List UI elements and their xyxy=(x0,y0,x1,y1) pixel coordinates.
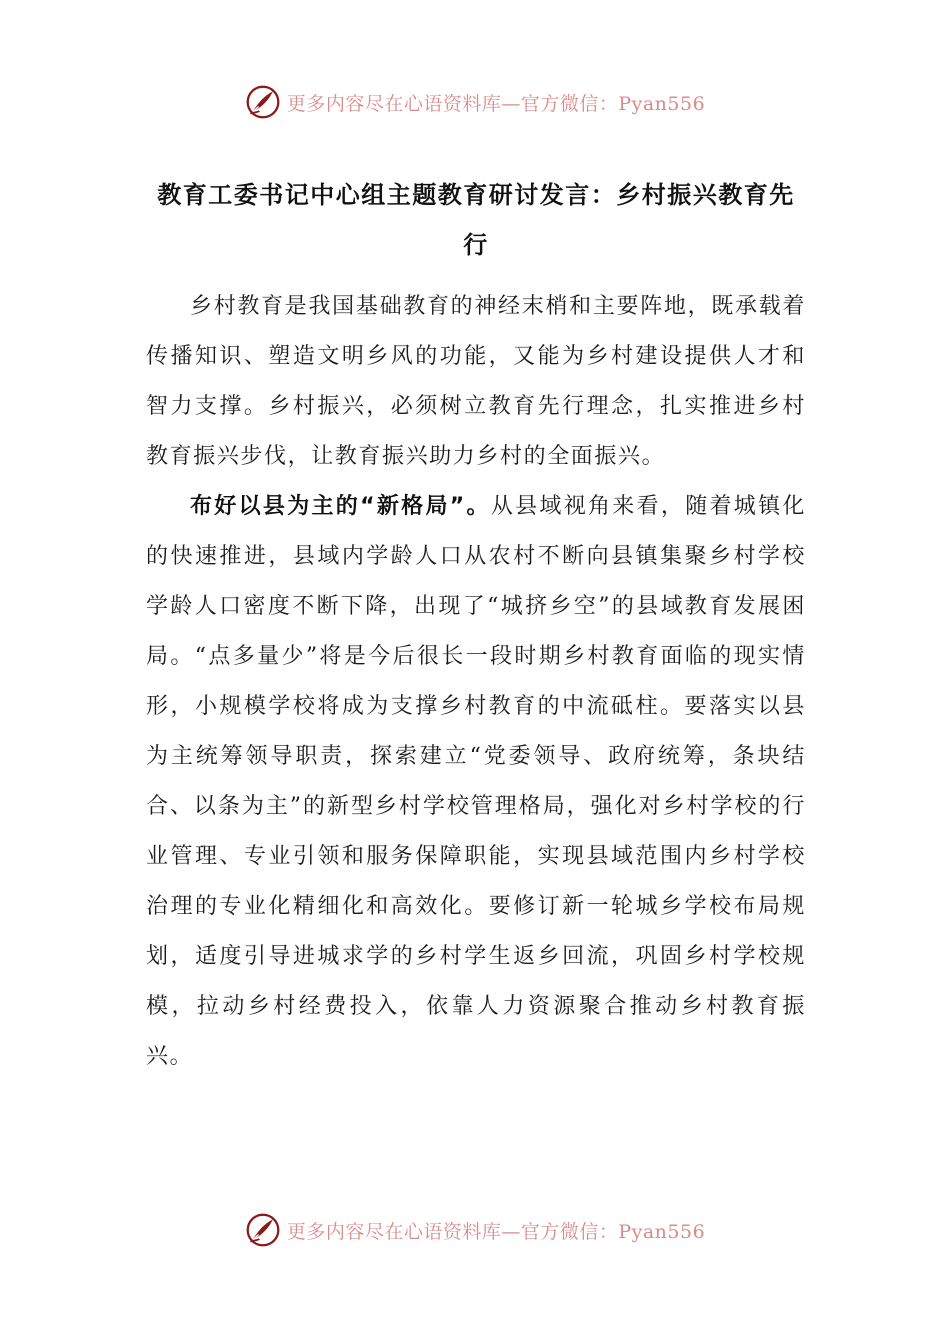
paragraph-intro xyxy=(146,282,806,482)
footer-banner-text: 更多内容尽在心语资料库—官方微信：Pyan556 xyxy=(286,1220,706,1243)
document-title: 教育工委书记中心组主题教育研讨发言：乡村振兴教育先行 xyxy=(157,181,795,259)
header-banner xyxy=(0,80,950,124)
header-banner-text: 更多内容尽在心语资料库—官方微信：Pyan556 xyxy=(286,92,706,115)
paragraph-lead-heading: 布好以县为主的“新格局”。 xyxy=(190,494,491,519)
paragraph-county-pattern-text: 从县域视角来看，随着城镇化的快速推进，县域内学龄人口从农村不断向县镇集聚乡村学校学龄人口密度不断下降，出现了“城挤乡空”的县域教育发展困局。“点多量少”将是今后很长一段时期乡村教育面临的现实情形，小规模学校将成为支撑乡村教育的中流砥柱。要落实以县为主统筹领导职责，探索建立“党委领导、政府统筹，条块结合、以条为主”的新型乡村学校管理格局，强化对乡村学校的行业管理、专业引领和服务保障职能，实现县域范围内乡村学校治理的专业化精细化和高效化。要修订新一轮城乡学校布局规划，适度引导进城求学的乡村学生返乡回流，巩固乡村学校规模，拉动乡村经费投入，依靠人力资源聚合推动乡村教育振兴。 xyxy=(146,494,806,1069)
footer-banner xyxy=(0,1208,950,1252)
paragraph-intro-text: 乡村教育是我国基础教育的神经末梢和主要阵地，既承载着传播知识、塑造文明乡风的功能，又能为乡村建设提供人才和智力支撑。乡村振兴，必须树立教育先行理念，扎实推进乡村教育振兴步伐，让教育振兴助力乡村的全面振兴。 xyxy=(146,294,806,469)
paragraph-county-pattern xyxy=(146,482,806,1082)
quill-logo-icon xyxy=(245,84,281,120)
document-body xyxy=(146,282,806,1082)
quill-logo-icon xyxy=(245,1212,281,1248)
